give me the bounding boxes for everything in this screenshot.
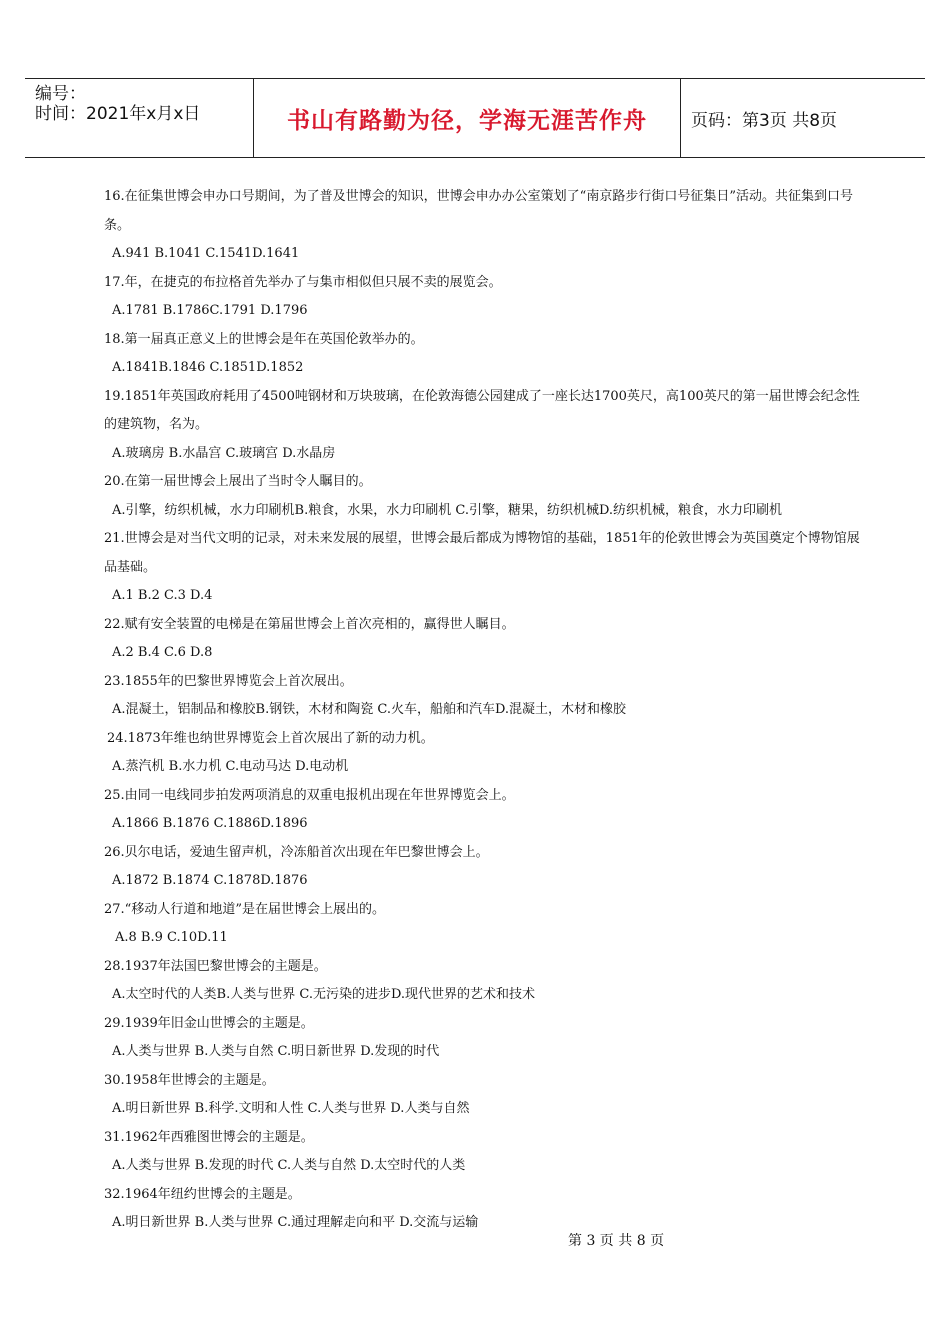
answer-options: A.1866 B.1876 C.1886D.1896: [112, 816, 308, 831]
answer-options: A.8 B.9 C.10D.11: [115, 930, 228, 945]
answer-options: A.941 B.1041 C.1541D.1641: [112, 246, 300, 261]
answer-options: A.1841B.1846 C.1851D.1852: [112, 360, 304, 375]
answer-options: A.人类与世界 B.人类与自然 C.明日新世界 D.发现的时代: [112, 1044, 440, 1059]
question-text: 31.1962年西雅图世博会的主题是。: [104, 1129, 314, 1145]
answer-options: A.2 B.4 C.6 D.8: [112, 645, 213, 660]
question-text: 17.年，在捷克的布拉格首先举办了与集市相似但只展不卖的展览会。: [104, 274, 502, 290]
question-text: 16.在征集世博会申办口号期间，为了普及世博会的知识，世博会申办办公室策划了“南京路步行街口号征集日”活动。共征集到口号条。: [104, 189, 853, 233]
question-text: 30.1958年世博会的主题是。: [104, 1072, 275, 1088]
answer-options: A.太空时代的人类B.人类与世界 C.无污染的进步D.现代世界的艺术和技术: [112, 987, 536, 1002]
question-text: 29.1939年旧金山世博会的主题是。: [104, 1015, 314, 1031]
answer-options: A.人类与世界 B.发现的时代 C.人类与自然 D.太空时代的人类: [112, 1158, 466, 1173]
question-text: 23.1855年的巴黎世界博览会上首次展出。: [104, 673, 353, 689]
answer-options: A.混凝土，铝制品和橡胶B.钢铁，木材和陶瓷 C.火车，船舶和汽车D.混凝土，木材和橡胶: [112, 702, 627, 717]
header-page-number: 页码：第3页 共8页: [691, 110, 838, 131]
answer-options: A.1872 B.1874 C.1878D.1876: [112, 873, 308, 888]
header-motto: 书山有路勤为径，学海无涯苦作舟: [287, 107, 647, 134]
answer-options: A.明日新世界 B.科学.文明和人性 C.人类与世界 D.人类与自然: [112, 1101, 470, 1116]
question-text: 28.1937年法国巴黎世博会的主题是。: [104, 958, 327, 974]
page-footer: 第 3 页 共 8 页: [568, 1233, 665, 1249]
question-text: 18.第一届真正意义上的世博会是年在英国伦敦举办的。: [104, 331, 424, 347]
question-text: 22.赋有安全装置的电梯是在第届世博会上首次亮相的，赢得世人瞩目。: [104, 616, 515, 632]
document-time-label: 时间：2021年x月x日: [35, 104, 201, 124]
answer-options: A.引擎，纺织机械，水力印刷机B.粮食，水果，水力印刷机 C.引擎，糖果，纺织机械D.纺织机械，粮食，水力印刷机: [112, 502, 783, 518]
header-info: [25, 79, 253, 157]
document-number-label: 编号：: [35, 84, 86, 104]
question-text: 26.贝尔电话，爱迪生留声机，冷冻船首次出现在年巴黎世博会上。: [104, 844, 489, 860]
answer-options: A.1781 B.1786C.1791 D.1796: [112, 303, 308, 318]
question-text: 27.“移动人行道和地道”是在届世博会上展出的。: [104, 901, 385, 917]
header-motto-cell: [253, 79, 681, 157]
answer-options: A.1 B.2 C.3 D.4: [112, 588, 213, 603]
answer-options: A.玻璃房 B.水晶宫 C.玻璃宫 D.水晶房: [112, 445, 336, 461]
question-text: 25.由同一电线同步拍发两项消息的双重电报机出现在年世界博览会上。: [104, 787, 515, 803]
question-text: 19.1851年英国政府耗用了4500吨钢材和万块玻璃，在伦敦海德公园建成了一座长达1700英尺，高100英尺的第一届世博会纪念性的建筑物，名为。: [104, 388, 860, 432]
page-header: [25, 78, 925, 158]
question-text: 32.1964年纽约世博会的主题是。: [104, 1186, 301, 1202]
question-list: [104, 183, 864, 1238]
answer-options: A.蒸汽机 B.水力机 C.电动马达 D.电动机: [112, 759, 349, 774]
question-text: 24.1873年维也纳世界博览会上首次展出了新的动力机。: [107, 730, 434, 746]
answer-options: A.明日新世界 B.人类与世界 C.通过理解走向和平 D.交流与运输: [112, 1215, 479, 1230]
question-text: 20.在第一届世博会上展出了当时令人瞩目的。: [104, 474, 372, 489]
question-text: 21.世博会是对当代文明的记录，对未来发展的展望，世博会最后都成为博物馆的基础，1851年的伦敦世博会为英国奠定个博物馆展品基础。: [104, 531, 860, 575]
header-page-cell: [679, 79, 937, 157]
